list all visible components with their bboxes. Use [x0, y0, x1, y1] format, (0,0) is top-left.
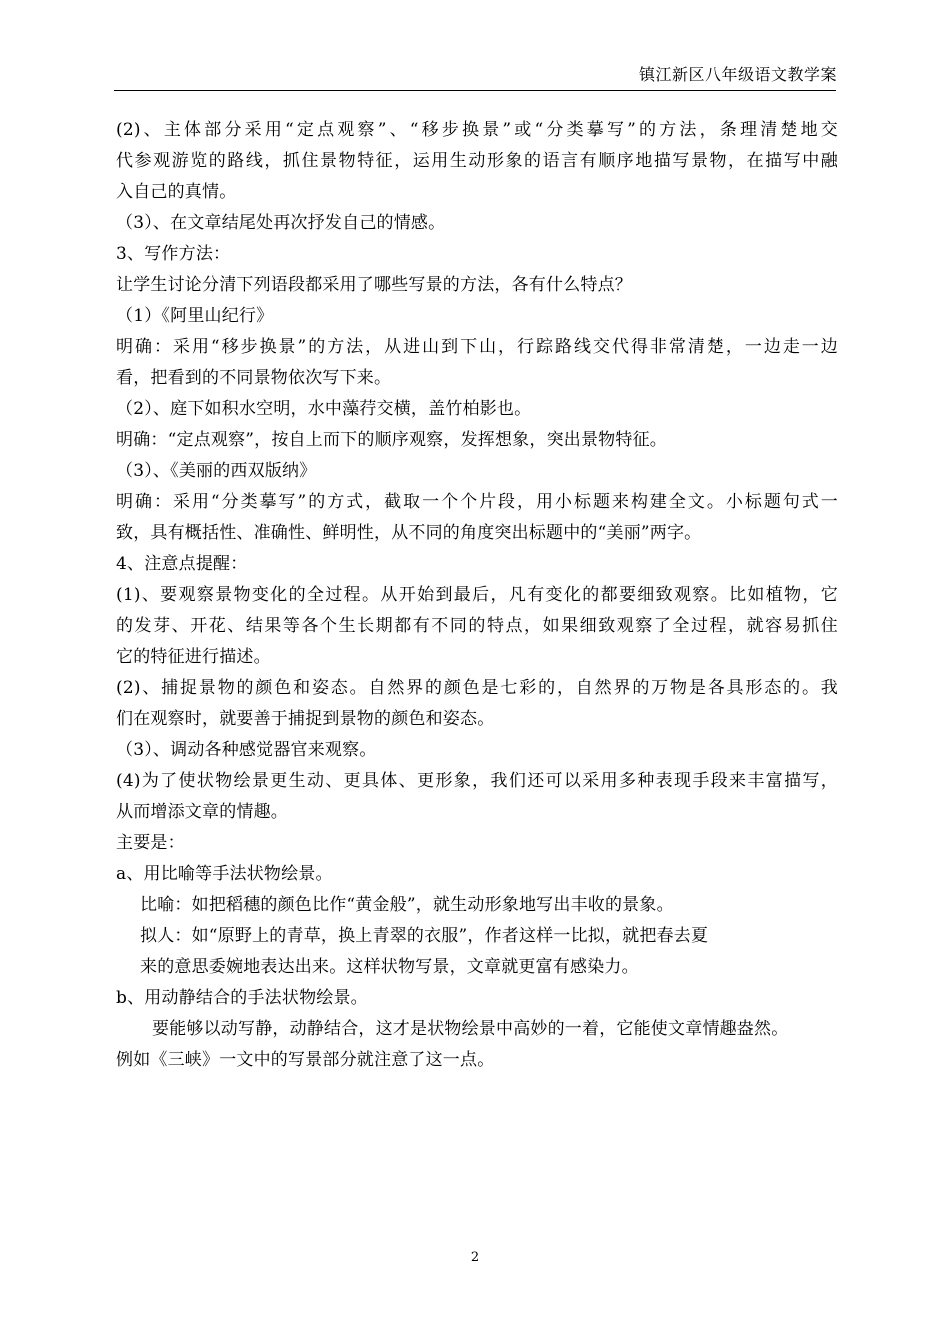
text-line: (2)、捕捉景物的颜色和姿态。自然界的颜色是七彩的，自然界的万物是各具形态的。我	[116, 678, 838, 698]
text-line: b、用动静结合的手法状物绘景。	[116, 988, 368, 1008]
text-line: （3）、在文章结尾处再次抒发自己的情感。	[116, 213, 446, 233]
text-line: (2)、主体部分采用“定点观察”、“移步换景”或“分类摹写”的方法，条理清楚地交	[116, 120, 838, 140]
text-line: 们在观察时，就要善于捕捉到景物的颜色和姿态。	[116, 709, 495, 729]
text-line: 拟人：如“原野上的青草，换上青翠的衣服”，作者这样一比拟，就把春去夏	[140, 926, 709, 946]
text-line: 例如《三峡》一文中的写景部分就注意了这一点。	[116, 1050, 495, 1070]
text-line: 明确：“定点观察”，按自上而下的顺序观察，发挥想象，突出景物特征。	[116, 430, 667, 450]
text-line: 比喻：如把稻穗的颜色比作“黄金般”，就生动形象地写出丰收的景象。	[140, 895, 674, 915]
section-heading: 3、写作方法：	[116, 244, 231, 264]
text-line: 主要是：	[116, 833, 185, 853]
text-line: 让学生讨论分清下列语段都采用了哪些写景的方法，各有什么特点？	[116, 275, 632, 295]
page-number: 2	[470, 1250, 480, 1265]
text-line: （2）、庭下如积水空明，水中藻荇交横，盖竹柏影也。	[116, 399, 532, 419]
text-line: （3）、调动各种感觉器官来观察。	[116, 740, 377, 760]
text-line: 要能够以动写静，动静结合，这才是状物绘景中高妙的一着，它能使文章情趣盎然。	[152, 1019, 789, 1039]
header-divider	[114, 90, 836, 91]
page-header: 镇江新区八年级语文教学案	[638, 65, 837, 84]
text-line: 来的意思委婉地表达出来。这样状物写景，文章就更富有感染力。	[140, 957, 639, 977]
text-line: 的发芽、开花、结果等各个生长期都有不同的特点，如果细致观察了全过程，就容易抓住	[116, 616, 838, 636]
text-line: a、用比喻等手法状物绘景。	[116, 864, 333, 884]
text-line: （3）、《美丽的西双版纳》	[116, 461, 317, 481]
text-line: 明确：采用“分类摹写”的方式，截取一个个片段，用小标题来构建全文。小标题句式一	[116, 492, 838, 512]
text-line: 看，把看到的不同景物依次写下来。	[116, 368, 392, 388]
text-line: 明确：采用“移步换景”的方法，从进山到下山，行踪路线交代得非常清楚，一边走一边	[116, 337, 838, 357]
text-line: （1）《阿里山纪行》	[116, 306, 274, 326]
text-line: 入自己的真情。	[116, 182, 237, 202]
text-line: 代参观游览的路线，抓住景物特征，运用生动形象的语言有顺序地描写景物，在描写中融	[116, 151, 838, 171]
text-line: 致，具有概括性、准确性、鲜明性，从不同的角度突出标题中的“美丽”两字。	[116, 523, 702, 543]
text-line: 从而增添文章的情趣。	[116, 802, 288, 822]
text-line: (1)、要观察景物变化的全过程。从开始到最后，凡有变化的都要细致观察。比如植物，它	[116, 585, 838, 605]
section-heading: 4、注意点提醒：	[116, 554, 248, 574]
text-line: (4)为了使状物绘景更生动、更具体、更形象，我们还可以采用多种表现手段来丰富描写，	[116, 771, 838, 791]
text-line: 它的特征进行描述。	[116, 647, 271, 667]
document-body	[116, 115, 838, 1076]
